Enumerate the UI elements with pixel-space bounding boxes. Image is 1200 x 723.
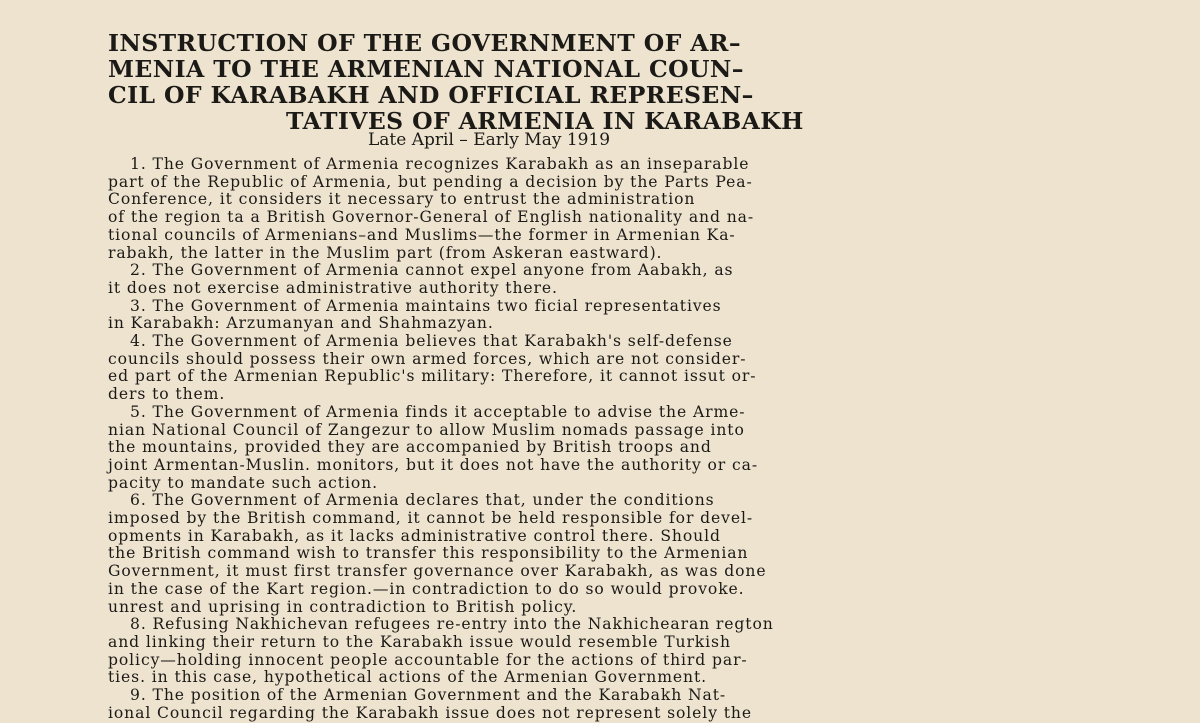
paragraph-line: ties. in this case, hypothetical actions of the Armenian Government. (108, 668, 708, 687)
paragraph-line: imposed by the British command, it cannot be held responsible for devel- (108, 509, 754, 528)
paragraph-line: opments in Karabakh, as it lacks administrative control there. Should (108, 526, 721, 545)
paragraph-line: joint Armentan-Muslin. monitors, but it does not have the authority or ca- (108, 455, 759, 474)
paragraph-line: pacity to mandate such action. (108, 473, 378, 492)
paragraph-line: of the region ta a British Governor-General of English nationality and na- (108, 208, 755, 227)
paragraph-line: ional Council regarding the Karabakh issue does not represent solely the (108, 703, 752, 722)
document-date: Late April – Early May 1919 (368, 130, 611, 150)
paragraph-line: ders to them. (108, 385, 226, 404)
paragraph-line: part of the Republic of Armenia, but pending a decision by the Parts Pea- (108, 172, 753, 191)
paragraph-line: nian National Council of Zangezur to allow Muslim nomads passage into (108, 420, 745, 439)
paragraph-line: the British command wish to transfer this responsibility to the Armenian (108, 544, 749, 563)
paragraph-line: rabakh, the latter in the Muslim part (from Askeran eastward). (108, 243, 663, 262)
paragraph-line: unrest and uprising in contradiction to British policy. (108, 597, 578, 616)
title-line: MENIA TO THE ARMENIAN NATIONAL COUN– (108, 55, 744, 83)
title-line: INSTRUCTION OF THE GOVERNMENT OF AR– (108, 29, 741, 57)
paragraph-line: 9. The position of the Armenian Government and the Karabakh Nat- (130, 686, 727, 705)
paragraph-line: 5. The Government of Armenia finds it acceptable to advise the Arme- (130, 402, 746, 421)
paragraph-line: councils should possess their own armed forces, which are not consider- (108, 349, 747, 368)
document-body (108, 156, 1118, 723)
paragraph-line: in the case of the Kart region.—in contradiction to do so would provoke. (108, 579, 745, 598)
paragraph-line: ed part of the Armenian Republic's military: Therefore, it cannot issut or- (108, 367, 757, 386)
paragraph-line: and linking their return to the Karabakh issue would resemble Turkish (108, 632, 731, 651)
paragraph-line: 4. The Government of Armenia believes that Karabakh's self-defense (130, 332, 733, 351)
title-line: TATIVES OF ARMENIA IN KARABAKH (286, 107, 804, 135)
paragraph-line: Government, it must first transfer governance over Karabakh, as was done (108, 562, 767, 581)
paragraph-line: tional councils of Armenians–and Muslims—the former in Armenian Ka- (108, 225, 736, 244)
paragraph-line: 2. The Government of Armenia cannot expel anyone from Aabakh, as (130, 261, 734, 280)
paragraph-line: it does not exercise administrative authority there. (108, 278, 558, 297)
paragraph-line: the mountains, provided they are accompanied by British troops and (108, 438, 712, 457)
title-line: CIL OF KARABAKH AND OFFICIAL REPRESEN– (108, 81, 754, 109)
paragraph-line: in Karabakh: Arzumanyan and Shahmazyan. (108, 314, 494, 333)
paragraph-line: 8. Refusing Nakhichevan refugees re-entry into the Nakhichearan regton (130, 615, 774, 634)
paragraph-line: 3. The Government of Armenia maintains two ficial representatives (130, 296, 722, 315)
paragraph-line: 6. The Government of Armenia declares that, under the conditions (130, 491, 715, 510)
paragraph-line: policy—holding innocent people accountable for the actions of third par- (108, 650, 748, 669)
paragraph-line: Conference, it considers it necessary to entrust the administration (108, 190, 696, 209)
document-title (108, 30, 1108, 134)
paragraph-line: 1. The Government of Armenia recognizes Karabakh as an inseparable (130, 155, 750, 173)
